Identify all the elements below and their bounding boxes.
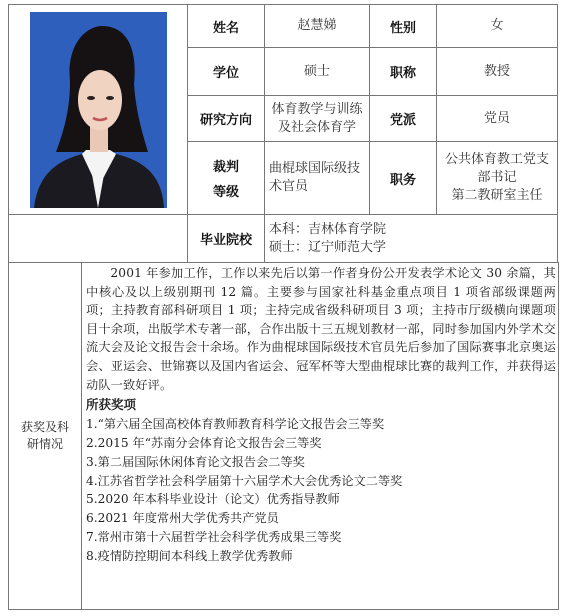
referee-label-line-1: 裁判 [212,160,239,175]
degree-label: 学位 [188,48,265,96]
award-item: 7.常州市第十六届哲学社会科学优秀成果三等奖 [86,529,342,544]
achievements-label: 获奖及科研情况 [20,419,69,451]
school-master: 硕士：辽宁师范大学 [269,239,387,255]
title-value: 教授 [437,48,558,96]
position-line-1: 公共体育教工党支部书记 [444,152,549,185]
photo-cell [9,5,188,215]
award-item: 6.2021 年度常州大学优秀共产党员 [86,511,279,526]
position-line-2: 第二教研室主任 [451,188,543,203]
award-item: 8.疫情防控期间本科线上教学优秀教师 [86,548,293,563]
school-label: 毕业院校 [188,215,265,263]
party-value: 党员 [437,96,558,142]
portrait-illustration [30,12,167,208]
award-item: 4.江苏省哲学社会科学届第十六届学术大会优秀论文二等奖 [86,473,403,488]
party-label: 党派 [370,96,437,142]
referee-label-line-2: 等级 [212,185,239,200]
profile-table [8,4,558,263]
award-item: 3.第二届国际休闲体育论文报告会二等奖 [86,454,305,469]
achievements-content [82,262,560,566]
referee-value: 曲棍球国际级技术官员 [265,142,370,215]
award-item: 1.“第六届全国高校体育教师教育科学论文报告会三等奖 [86,417,385,432]
school-undergrad: 本科：吉林体育学院 [269,221,387,237]
portrait-photo [30,12,167,208]
name-value: 赵慧娣 [265,5,370,48]
awards-title: 所获奖项 [86,397,137,413]
referee-label [188,142,265,215]
achievements-side-cell [9,262,82,609]
research-label: 研究方向 [188,96,265,142]
research-value: 体育教学与训练及社会体育学 [265,96,370,142]
position-value [437,142,558,215]
award-item: 2.2015 年“苏南分会体育论文报告会三等奖 [86,435,322,450]
position-label: 职务 [370,142,437,215]
name-label: 姓名 [188,5,265,48]
achievements-paragraph: 2001 年参加工作，工作以来先后以第一作者身份公开发表学术论文 30 余篇，其中核心及以上级别期刊 12 篇。主要参与国家社科基金重点项目 1 项省部级课题两项；主持教育部科研项目 1 项；主持完成省级科研项目 3 项；主持市厅级横向课题项目十余项，出版学术专著一部，合作出版十三五规划教材一部，同时参加国内外学术交流大会及论文报告会十余场。作为曲棍球国际级技术官员先后参加了国际赛事北京奥运会、亚运会、世锦赛以及国内省运会、冠军杯等大型曲棍球比赛的裁判工作，并获得运动队一致好评。 [86,266,556,392]
school-value [265,215,558,263]
blank-cell [9,215,188,263]
degree-value: 硕士 [265,48,370,96]
achievements-section [8,262,559,610]
gender-value: 女 [437,5,558,48]
title-label: 职称 [370,48,437,96]
gender-label: 性别 [370,5,437,48]
profile-document [8,4,557,610]
award-item: 5.2020 年本科毕业设计（论文）优秀指导教师 [86,492,340,507]
